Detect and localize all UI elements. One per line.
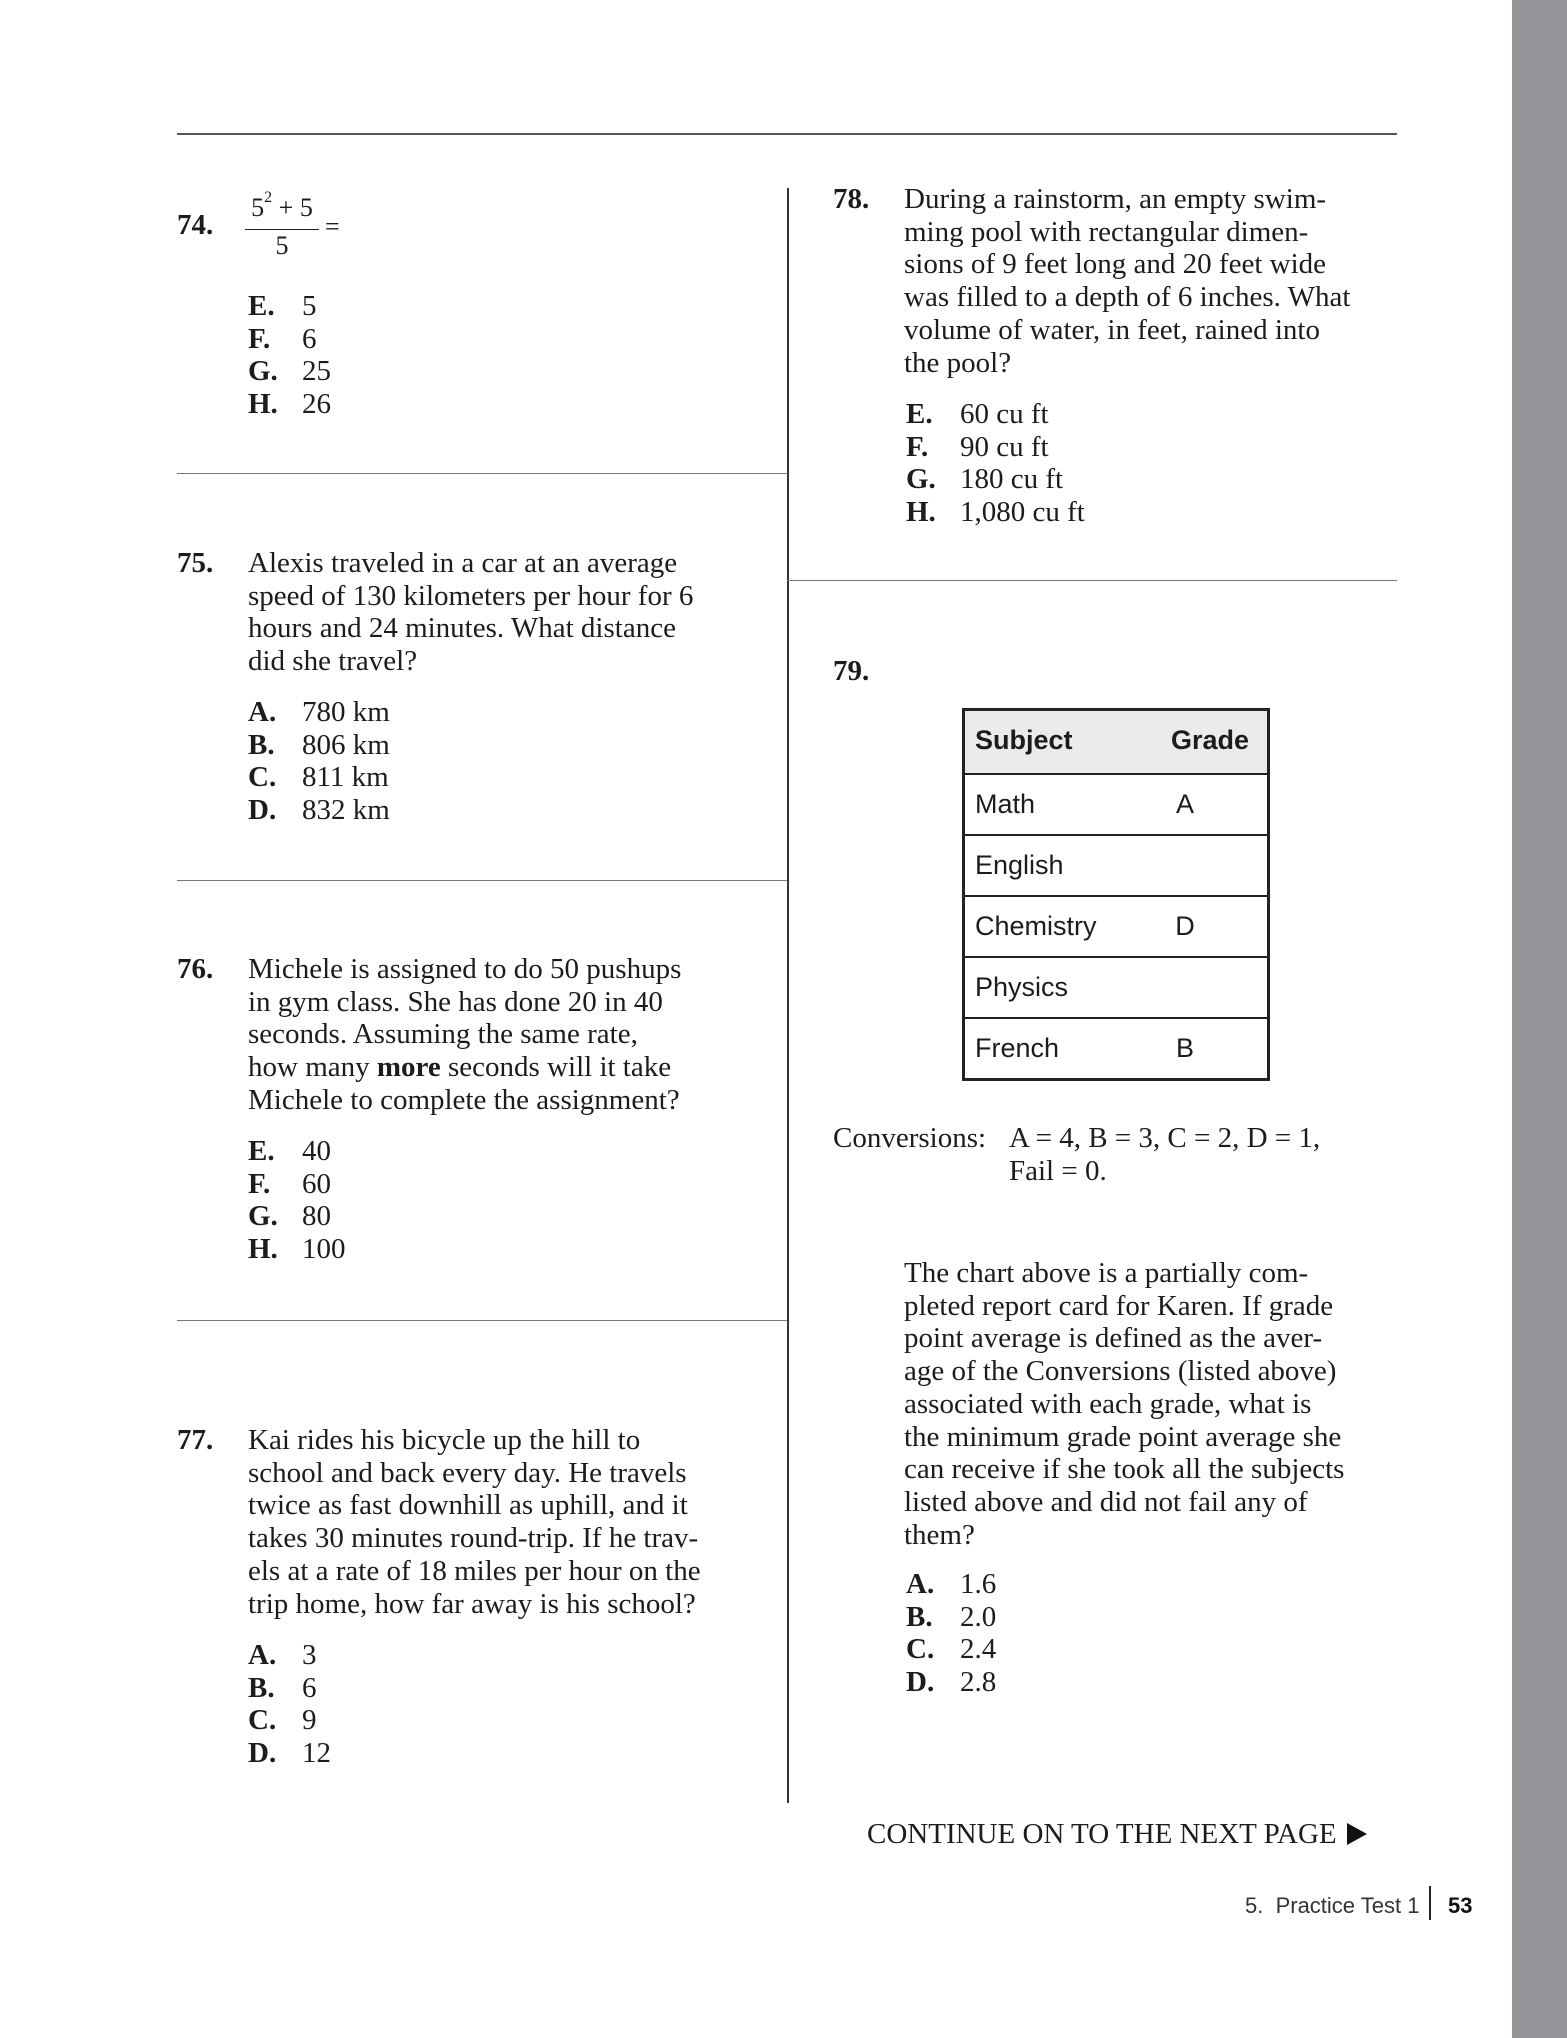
report-card-table <box>962 708 1270 1081</box>
choices-76 <box>248 1135 346 1266</box>
question-stem: Alexis traveled in a car at an average speed of 130 kilometers per hour for 6 hours and 24 minutes. What distance did she travel? <box>248 547 694 678</box>
choice[interactable]: D. 2.8 <box>906 1666 997 1699</box>
question-number: 77. <box>177 1424 214 1456</box>
choice[interactable]: C. 811 km <box>248 761 389 794</box>
fraction-numerator: $5^2 + 5$ <box>251 189 313 222</box>
table-row <box>965 895 1267 956</box>
subject-cell: Physics <box>975 972 1069 1002</box>
choice[interactable]: H. 26 <box>248 388 331 421</box>
choice[interactable]: F. 90 cu ft <box>906 430 1049 463</box>
choices-77 <box>248 1639 331 1770</box>
choices-79 <box>906 1568 996 1699</box>
choices-75 <box>248 696 390 827</box>
top-rule <box>177 133 1397 135</box>
choice[interactable]: C. 2.4 <box>906 1633 997 1666</box>
fraction-bar <box>245 229 319 230</box>
question-number: 75. <box>177 547 214 579</box>
choice[interactable]: H. 100 <box>248 1233 346 1266</box>
divider-78-79 <box>787 580 1397 581</box>
continue-prompt <box>867 1818 1367 1851</box>
choice[interactable]: B. 806 km <box>248 728 390 761</box>
choice[interactable]: G. 25 <box>248 355 331 388</box>
equals-sign: = <box>325 212 340 241</box>
choice[interactable]: H. 1,080 cu ft <box>906 496 1085 529</box>
play-triangle-icon <box>1347 1823 1367 1845</box>
choice[interactable]: E. 60 cu ft <box>906 398 1049 430</box>
choice[interactable]: E. 40 <box>248 1135 331 1167</box>
column-divider <box>787 188 789 1803</box>
question-number: 74. <box>177 209 214 241</box>
emphasis-more: more <box>376 1051 441 1084</box>
question-stem: Kai rides his bicycle up the hill to school and back every day. He travels twice as fast downhill as uphill, and it takes 30 minutes round-trip. If he trav- els at a rate of 18 miles per hour on the trip home, how far away is his school? <box>248 1424 701 1620</box>
choice[interactable]: E. 5 <box>248 290 317 322</box>
choices-74 <box>248 290 331 421</box>
choice[interactable]: C. 9 <box>248 1704 317 1737</box>
subject-cell: English <box>975 850 1064 880</box>
question-stem: The chart above is a partially com- pleted report card for Karen. If grade point average is defined as the aver- age of the Conversions (listed above) associated with each grade, what is the minimum grade point average she can receive if she took all the subjects listed above and did not fail any of them? <box>904 1257 1345 1551</box>
table-row <box>965 834 1267 895</box>
footer-divider <box>1429 1886 1431 1920</box>
table-header <box>965 711 1267 773</box>
header-subject: Subject <box>975 725 1073 755</box>
conversions-line-1: A = 4, B = 3, C = 2, D = 1, <box>1009 1122 1321 1154</box>
table-row <box>965 1017 1267 1078</box>
header-grade: Grade <box>1170 725 1250 755</box>
choice[interactable]: F. 6 <box>248 322 317 355</box>
conversions-line-2: Fail = 0. <box>1009 1155 1107 1187</box>
table-row <box>965 773 1267 834</box>
subject-cell: Chemistry <box>975 911 1097 941</box>
footer-section-label: 5. Practice Test 1 <box>1245 1893 1420 1918</box>
choice[interactable]: A. 780 km <box>248 696 390 728</box>
choice[interactable]: G. 80 <box>248 1200 331 1233</box>
divider-74-75 <box>177 473 787 474</box>
subject-cell: Math <box>975 789 1036 819</box>
continue-text: CONTINUE ON TO THE NEXT PAGE <box>867 1818 1337 1850</box>
question-stem: Michele is assigned to do 50 pushups in gym class. She has done 20 in 40 seconds. Assuming the same rate, how many more seconds will it take Michele to complete the assignment? <box>248 953 682 1116</box>
choice[interactable]: B. 6 <box>248 1671 317 1704</box>
conversions-label: Conversions: <box>833 1122 987 1154</box>
choice[interactable]: B. 2.0 <box>906 1600 997 1633</box>
page-edge-bar <box>1512 0 1567 2038</box>
grade-cell: B <box>1175 1033 1194 1063</box>
table-row <box>965 956 1267 1017</box>
choices-78 <box>906 398 1085 529</box>
question-number: 78. <box>833 183 870 215</box>
fraction-denominator: 5 <box>275 231 289 260</box>
question-number: 79. <box>833 655 870 687</box>
choice[interactable]: A. 1.6 <box>906 1568 997 1600</box>
divider-75-76 <box>177 880 787 881</box>
choice[interactable]: F. 60 <box>248 1167 331 1200</box>
choice[interactable]: D. 12 <box>248 1737 331 1770</box>
subject-cell: French <box>975 1033 1060 1063</box>
question-number: 76. <box>177 953 214 985</box>
divider-76-77 <box>177 1320 787 1321</box>
page-number: 53 <box>1448 1893 1473 1918</box>
choice[interactable]: D. 832 km <box>248 794 390 827</box>
grade-cell: D <box>1175 911 1195 941</box>
question-stem: During a rainstorm, an empty swim- ming pool with rectangular dimen- sions of 9 feet long and 20 feet wide was filled to a depth of 6 inches. What volume of water, in feet, rained into the pool? <box>904 183 1351 379</box>
choice[interactable]: G. 180 cu ft <box>906 463 1064 496</box>
grade-cell: A <box>1175 789 1194 819</box>
choice[interactable]: A. 3 <box>248 1639 317 1671</box>
